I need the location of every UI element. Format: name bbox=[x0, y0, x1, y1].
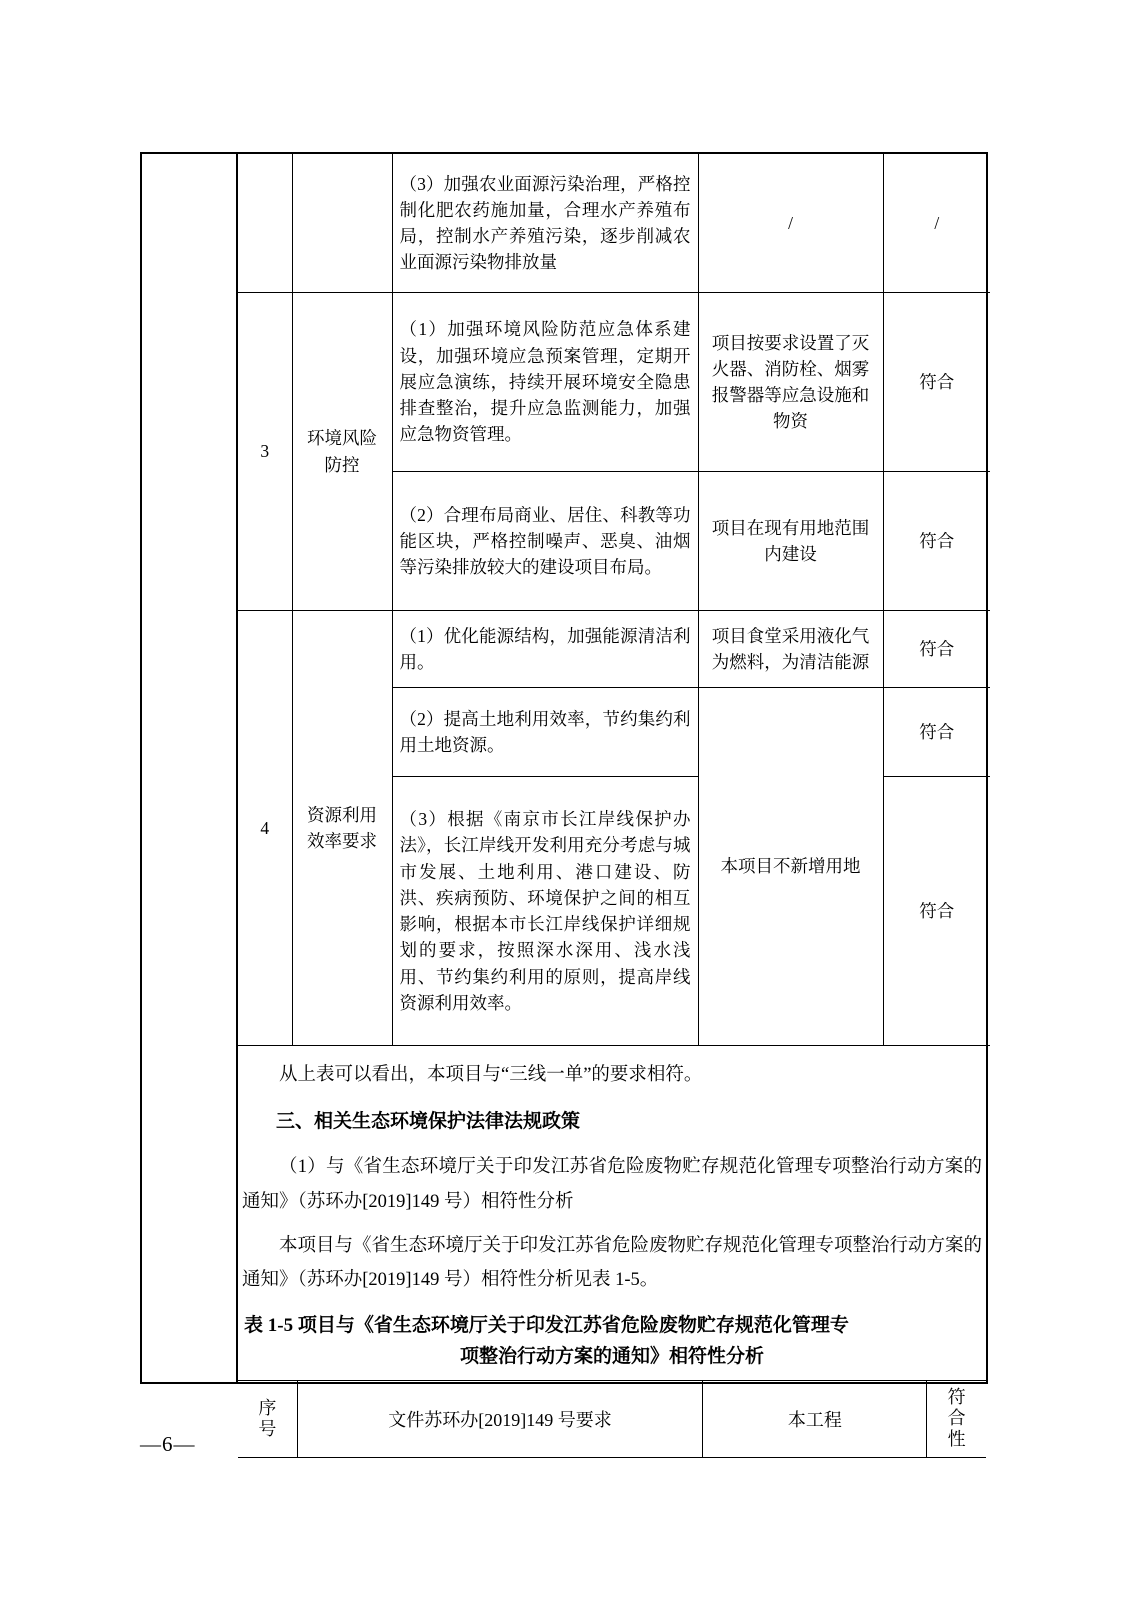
cell-conformity: 符合 bbox=[883, 777, 990, 1046]
cell-category: 资源利用效率要求 bbox=[292, 611, 392, 1046]
cell-requirement: （3）根据《南京市长江岸线保护办法》，长江岸线开发利用充分考虑与城市发展、土地利用、港口建设、防洪、疾病预防、环境保护之间的相互影响，根据本市长江岸线保护详细规划的要求，按照深水深用、浅水浅用、节约集约利用的原则，提高岸线资源利用效率。 bbox=[392, 777, 698, 1046]
table-row bbox=[238, 154, 990, 293]
header-conformity-text: 符 合 性 bbox=[947, 1386, 966, 1450]
cell-requirement: （1）加强环境风险防范应急体系建设，加强环境应急预案管理，定期开展应急演练，持续开展环境安全隐患排查整治，提升应急监测能力，加强应急物资管理。 bbox=[392, 293, 698, 472]
header-cell-project: 本工程 bbox=[703, 1380, 927, 1457]
paragraph-1: （1）与《省生态环境厅关于印发江苏省危险废物贮存规范化管理专项整治行动方案的通知》（苏环办[2019]149 号）相符性分析 bbox=[242, 1157, 982, 1212]
table-1-5-caption bbox=[238, 1311, 986, 1372]
cell-project: 项目食堂采用液化气为燃料，为清洁能源 bbox=[698, 611, 883, 688]
page-content-column bbox=[238, 154, 986, 1450]
cell-num: 4 bbox=[238, 611, 292, 1046]
cell-requirement: （2）提高土地利用效率，节约集约利用土地资源。 bbox=[392, 688, 698, 777]
cell-project: / bbox=[698, 154, 883, 293]
cell-num bbox=[238, 154, 292, 293]
cell-conformity: 符合 bbox=[883, 688, 990, 777]
header-cell-num bbox=[238, 1380, 297, 1457]
cell-requirement: （1）优化能源结构，加强能源清洁利用。 bbox=[392, 611, 698, 688]
header-cell-conformity bbox=[927, 1380, 986, 1457]
paragraph-2: 本项目与《省生态环境厅关于印发江苏省危险废物贮存规范化管理专项整治行动方案的通知》（苏环办[2019]149 号）相符性分析见表 1-5。 bbox=[242, 1235, 983, 1290]
three-lines-one-permit-table-continued bbox=[238, 154, 990, 1046]
cell-conformity: 符合 bbox=[883, 293, 990, 472]
cell-conformity: / bbox=[883, 154, 990, 293]
header-cell-requirement: 文件苏环办[2019]149 号要求 bbox=[297, 1380, 703, 1457]
section-heading: 三、相关生态环境保护法律法规政策 bbox=[276, 1111, 581, 1133]
header-num-text: 序 号 bbox=[258, 1397, 277, 1439]
cell-num: 3 bbox=[238, 293, 292, 611]
cell-project: 项目在现有用地范围内建设 bbox=[698, 472, 883, 611]
cell-project: 项目按要求设置了灭火器、消防栓、烟雾报警器等应急设施和物资 bbox=[698, 293, 883, 472]
table-header-row bbox=[238, 1380, 986, 1457]
cell-project: 本项目不新增用地 bbox=[698, 688, 883, 1046]
cell-category bbox=[292, 154, 392, 293]
cell-category: 环境风险防控 bbox=[292, 293, 392, 611]
cell-conformity: 符合 bbox=[883, 472, 990, 611]
cell-conformity: 符合 bbox=[883, 611, 990, 688]
table-1-5-header bbox=[238, 1380, 986, 1458]
page-border-frame bbox=[140, 152, 988, 1450]
caption-line-2: 项整治行动方案的通知》相符性分析 bbox=[459, 1345, 764, 1367]
summary-paragraph: 从上表可以看出，本项目与“三线一单”的要求相符。 bbox=[279, 1065, 703, 1085]
table-row bbox=[238, 293, 990, 472]
cell-requirement: （2）合理布局商业、居住、科教等功能区块，严格控制噪声、恶臭、油烟等污染排放较大的建设项目布局。 bbox=[392, 472, 698, 611]
table-row bbox=[238, 611, 990, 688]
page-number: —6— bbox=[140, 1432, 196, 1456]
cell-requirement: （3）加强农业面源污染治理，严格控制化肥农药施加量，合理水产养殖布局，控制水产养殖污染，逐步削减农业面源污染物排放量 bbox=[392, 154, 698, 293]
caption-line-1: 表 1-5 项目与《省生态环境厅关于印发江苏省危险废物贮存规范化管理专 bbox=[244, 1315, 849, 1337]
left-margin-column bbox=[142, 154, 238, 1382]
